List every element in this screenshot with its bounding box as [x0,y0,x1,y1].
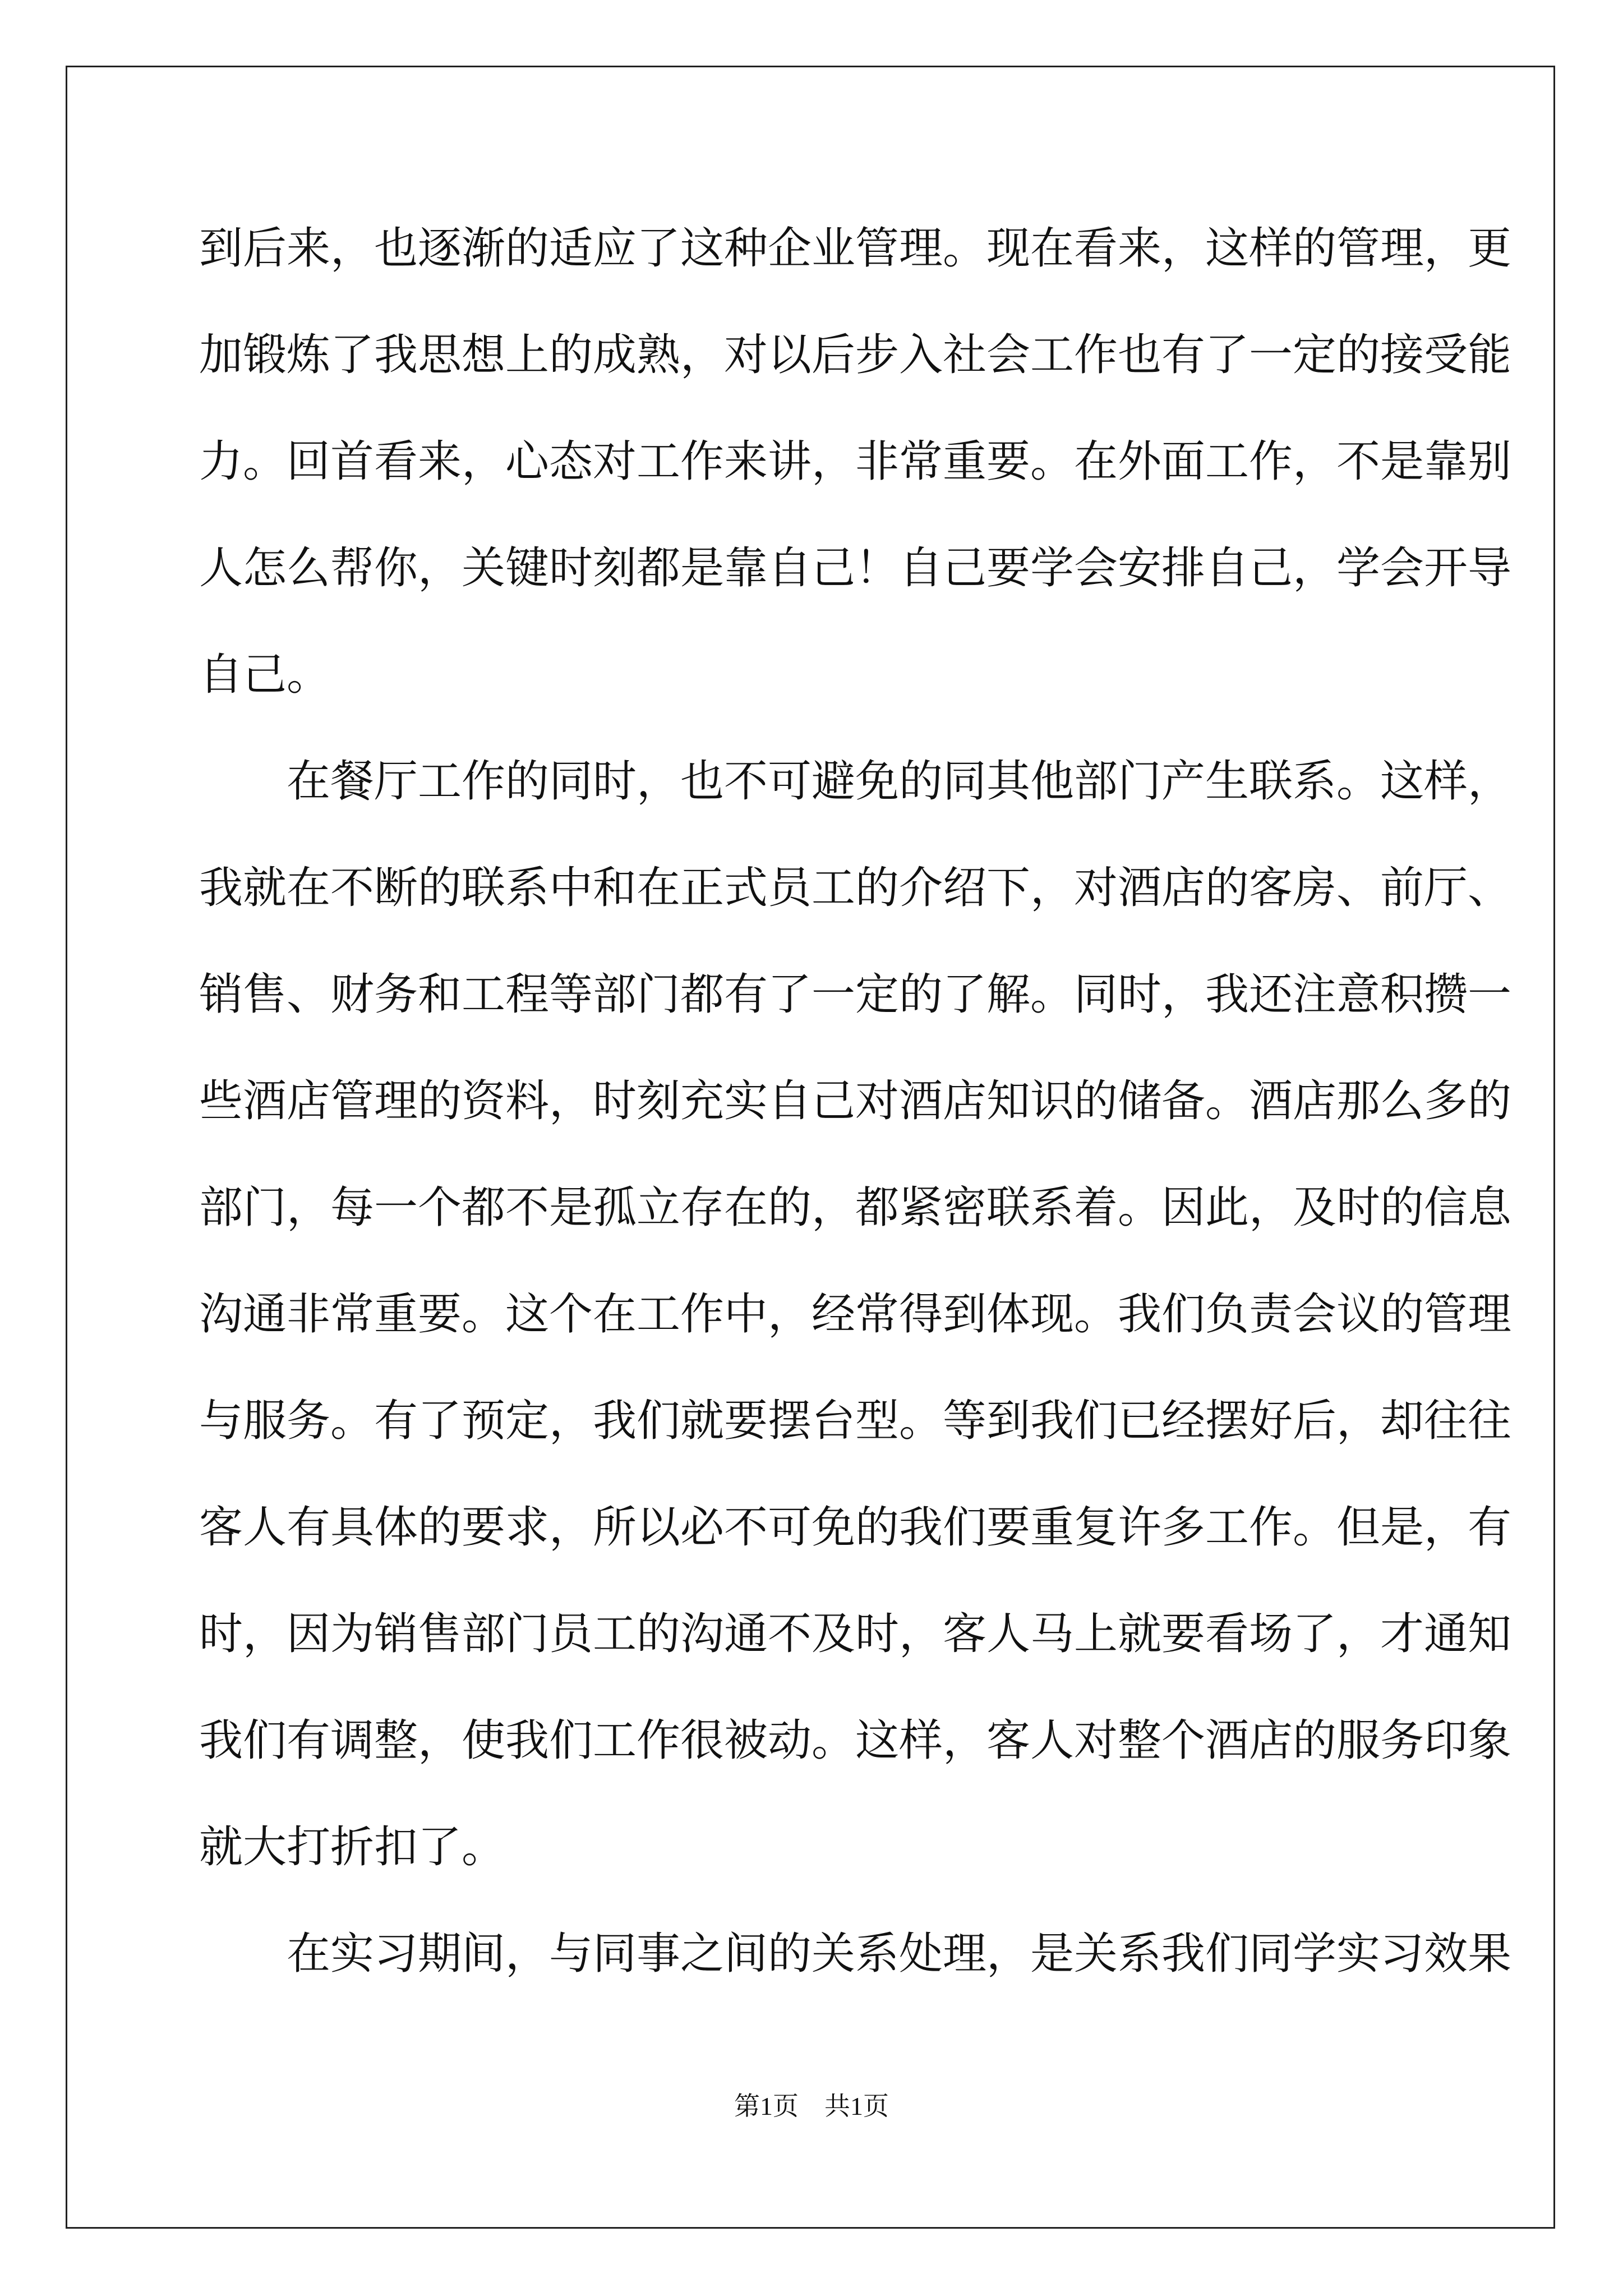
text-line: 我们有调整，使我们工作很被动。这样，客人对整个酒店的服务印象 [199,1715,1512,1766]
text-line: 加锻炼了我思想上的成熟，对以后步入社会工作也有了一定的接受能 [199,330,1512,380]
text-line: 与服务。有了预定，我们就要摆台型。等到我们已经摆好后，却往往 [199,1396,1512,1446]
text-line: 些酒店管理的资料，时刻充实自己对酒店知识的储备。酒店那么多的 [199,1076,1512,1126]
text-line: 部门，每一个都不是孤立存在的，都紧密联系着。因此，及时的信息 [199,1182,1512,1233]
text-line: 在实习期间，与同事之间的关系处理，是关系我们同学实习效果 [199,1929,1512,1979]
text-line: 就大打折扣了。 [199,1822,506,1872]
text-line: 销售、财务和工程等部门都有了一定的了解。同时，我还注意积攒一 [199,969,1512,1020]
text-line: 人怎么帮你，关键时刻都是靠自己！自己要学会安排自己，学会开导 [199,543,1512,593]
text-line: 力。回首看来，心态对工作来讲，非常重要。在外面工作，不是靠别 [199,436,1512,487]
text-line: 在餐厅工作的同时，也不可避免的同其他部门产生联系。这样， [199,756,1512,807]
page-border [66,66,1555,2229]
text-line: 我就在不断的联系中和在正式员工的介绍下，对酒店的客房、前厅、 [199,863,1512,913]
text-line: 客人有具体的要求，所以必不可免的我们要重复许多工作。但是，有 [199,1502,1512,1553]
text-line: 时，因为销售部门员工的沟通不及时，客人马上就要看场了，才通知 [199,1609,1512,1659]
text-line: 沟通非常重要。这个在工作中，经常得到体现。我们负责会议的管理 [199,1289,1512,1340]
text-line: 自己。 [199,650,331,700]
page-footer: 第1页 共1页 [734,2092,889,2120]
text-line: 到后来，也逐渐的适应了这种企业管理。现在看来，这样的管理，更 [199,223,1512,274]
